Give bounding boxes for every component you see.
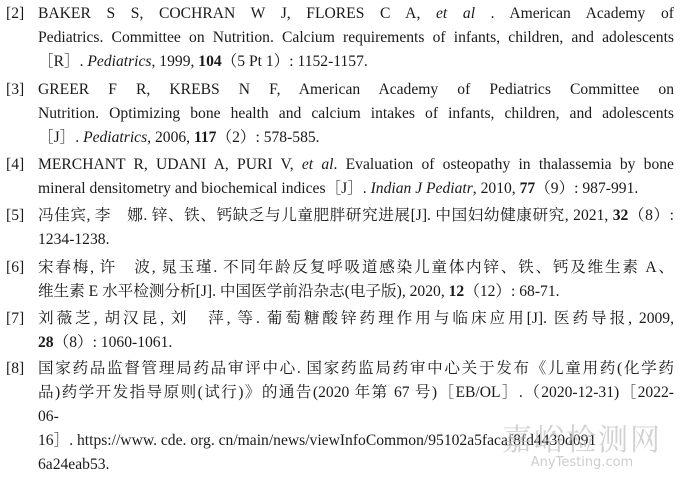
text-segment: . American Academy of: [475, 5, 674, 22]
volume-number: 32: [612, 207, 629, 224]
reference-line: [38, 204, 674, 228]
text-segment: 1234-1238.: [38, 231, 110, 248]
italic-segment: et al: [436, 5, 476, 22]
text-segment: 品)药学开发指导原则(试行)》的通告(2020 年第 67 号)［EB/OL］.（2020-12-31)［2022-: [38, 384, 674, 401]
text-segment: , 2010,: [472, 180, 520, 197]
text-segment: （8）:: [628, 207, 674, 224]
text-segment: 维生素 E 水平检测分析[J]. 中国医学前沿杂志(电子版), 2020,: [38, 283, 449, 300]
text-segment: Nutrition. Optimizing bone health and calcium intakes of infants, children, and adolescents: [38, 105, 674, 122]
volume-number: 117: [193, 129, 217, 146]
reference-number: [4]: [6, 156, 25, 173]
reference-number: [7]: [6, 310, 25, 327]
text-segment: 刘薇芝, 胡汉昆, 刘 萍, 等. 葡萄糖酸锌药理作用与临床应用[J]. 医药导报, 2009,: [38, 310, 674, 327]
italic-segment: Indian J Pediatr: [370, 180, 473, 197]
italic-segment: et al: [301, 156, 334, 173]
text-segment: mineral densitometry and biochemical indices［J］.: [38, 180, 371, 197]
text-segment: , 2006,: [147, 129, 194, 146]
reference-line: [38, 2, 674, 26]
reference-number: [8]: [6, 360, 25, 377]
reference-line: [38, 307, 674, 331]
reference-line: [38, 405, 674, 429]
reference-line: [38, 126, 674, 150]
text-segment: （8）: 1060-1061.: [53, 334, 173, 351]
text-segment: . Evaluation of osteopathy in thalassemia by bone: [333, 156, 674, 173]
reference-number: [2]: [6, 5, 25, 22]
reference-number: [5]: [6, 207, 25, 224]
reference-line: [38, 280, 674, 304]
italic-segment: Pediatrics: [83, 129, 148, 146]
text-segment: MERCHANT R, UDANI A, PURI V,: [38, 156, 302, 173]
reference-line: [38, 50, 674, 74]
text-segment: （9）: 987-991.: [535, 180, 639, 197]
text-segment: 06-: [38, 408, 59, 425]
text-segment: ［R］.: [38, 53, 88, 70]
text-segment: , 1999,: [151, 53, 199, 70]
reference-line: [38, 228, 674, 252]
reference-number: [3]: [6, 81, 25, 98]
text-segment: 宋春梅, 许 波, 晁玉瑾. 不同年龄反复呼吸道感染儿童体内锌、铁、钙及维生素 A、: [38, 259, 674, 276]
reference-line: [38, 78, 674, 102]
text-segment: （2）: 578-585.: [216, 129, 320, 146]
text-segment: GREER F R, KREBS N F, American Academy of Pediatrics Committee on: [38, 81, 674, 98]
reference-line: [38, 102, 674, 126]
reference-line: [38, 331, 674, 355]
volume-number: 77: [519, 180, 536, 197]
reference-line: [38, 177, 674, 201]
text-segment: BAKER S S, COCHRAN W J, FLORES C A,: [38, 5, 436, 22]
text-segment: 国家药品监督管理局药品审评中心. 国家药监局药审中心关于发布《儿童用药(化学药: [38, 360, 674, 377]
text-segment: 冯佳宾, 李 娜. 锌、铁、钙缺乏与儿童肥胖研究进展[J]. 中国妇幼健康研究, 2021,: [38, 207, 613, 224]
reference-line: [38, 256, 674, 280]
watermark-en: AnyTesting.com: [530, 455, 634, 470]
reference-line: [38, 357, 674, 381]
volume-number: 104: [198, 53, 222, 70]
reference-line: [38, 429, 674, 453]
volume-number: 12: [448, 283, 465, 300]
text-segment: 6a24eab53.: [38, 456, 110, 473]
watermark-cn: 嘉峪检测网: [502, 423, 662, 458]
reference-line: [38, 381, 674, 405]
reference-line: [38, 153, 674, 177]
reference-number: [6]: [6, 259, 25, 276]
text-segment: （5 Pt 1）: 1152-1157.: [221, 53, 368, 70]
text-segment: Pediatrics. Committee on Nutrition. Calcium requirements of infants, children, and adolescents: [38, 29, 674, 46]
reference-line: [38, 26, 674, 50]
text-segment: （12）: 68-71.: [464, 283, 560, 300]
italic-segment: Pediatrics: [87, 53, 152, 70]
reference-line: [38, 453, 674, 477]
volume-number: 28: [38, 334, 54, 351]
text-segment: ［J］.: [38, 129, 84, 146]
text-segment: 16］. https://www. cde. org. cn/main/news/viewInfoCommon/95102a5facaf8fd4430d091: [38, 432, 597, 449]
